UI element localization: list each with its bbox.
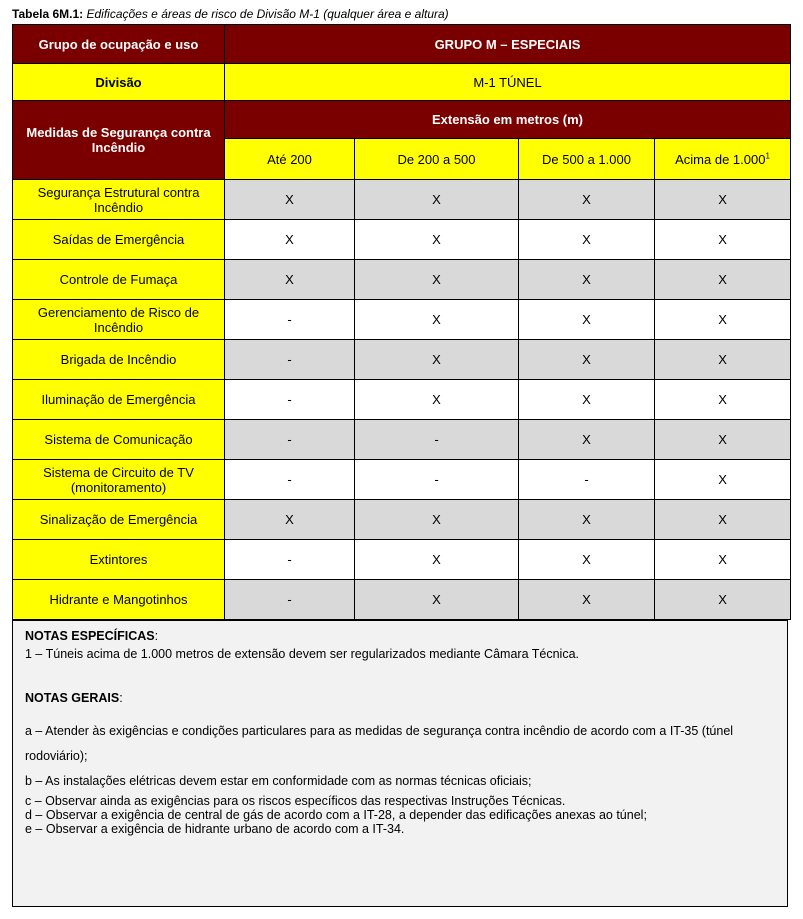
row-value-cell: X bbox=[655, 340, 791, 380]
col-header-1: Até 200 bbox=[225, 139, 355, 180]
row-value-cell: X bbox=[225, 500, 355, 540]
row-value-cell: X bbox=[519, 220, 655, 260]
row-value-cell: X bbox=[655, 220, 791, 260]
row-value-cell: X bbox=[355, 340, 519, 380]
row-value-cell: X bbox=[355, 500, 519, 540]
table-row bbox=[13, 340, 791, 380]
row-value-cell: X bbox=[655, 260, 791, 300]
caption-label: Tabela 6M.1: bbox=[12, 7, 84, 21]
row-value-cell: X bbox=[519, 540, 655, 580]
row-value-cell: X bbox=[655, 380, 791, 420]
note-especifica-1: 1 – Túneis acima de 1.000 metros de extensão devem ser regularizados mediante Câmara Técnica. bbox=[25, 647, 580, 661]
table-row bbox=[13, 580, 791, 620]
row-value-cell: X bbox=[355, 220, 519, 260]
row-label: Sistema de Circuito de TV (monitoramento) bbox=[13, 460, 225, 500]
row-value-cell: X bbox=[355, 540, 519, 580]
table-row bbox=[13, 460, 791, 500]
row-value-cell: - bbox=[225, 340, 355, 380]
row-value-cell: X bbox=[519, 260, 655, 300]
note-d: d – Observar a exigência de central de gás de acordo com a IT-28, a depender das edificações anexas ao túnel; bbox=[25, 808, 647, 822]
row-label: Saídas de Emergência bbox=[13, 220, 225, 260]
row-value-cell: - bbox=[225, 540, 355, 580]
divisao-value: M-1 TÚNEL bbox=[225, 64, 791, 101]
table-row bbox=[13, 180, 791, 220]
row-label: Segurança Estrutural contra Incêndio bbox=[13, 180, 225, 220]
table-row bbox=[13, 540, 791, 580]
table-row bbox=[13, 300, 791, 340]
row-value-cell: X bbox=[355, 180, 519, 220]
row-value-cell: X bbox=[355, 580, 519, 620]
note-b: b – As instalações elétricas devem estar em conformidade com as normas técnicas oficiais; bbox=[25, 774, 532, 788]
row-value-cell: X bbox=[355, 260, 519, 300]
table-row bbox=[13, 220, 791, 260]
row-value-cell: X bbox=[519, 420, 655, 460]
col-header-4-text: Acima de 1.000 bbox=[675, 151, 766, 167]
grupo-value: GRUPO M – ESPECIAIS bbox=[225, 25, 791, 64]
row-value-cell: X bbox=[519, 380, 655, 420]
row-value-cell: X bbox=[655, 540, 791, 580]
divisao-label: Divisão bbox=[13, 64, 225, 101]
row-label: Sistema de Comunicação bbox=[13, 420, 225, 460]
col-header-4-note: 1 bbox=[765, 151, 770, 161]
row-value-cell: X bbox=[519, 300, 655, 340]
row-value-cell: X bbox=[355, 380, 519, 420]
extensao-label: Extensão em metros (m) bbox=[225, 101, 791, 139]
grupo-label: Grupo de ocupação e uso bbox=[13, 25, 225, 64]
caption-text: Edificações e áreas de risco de Divisão M-1 (qualquer área e altura) bbox=[86, 7, 449, 21]
row-value-cell: X bbox=[655, 300, 791, 340]
row-value-cell: X bbox=[655, 180, 791, 220]
row-label: Brigada de Incêndio bbox=[13, 340, 225, 380]
row-label: Controle de Fumaça bbox=[13, 260, 225, 300]
note-c: c – Observar ainda as exigências para os riscos específicos das respectivas Instruções Técnicas. bbox=[25, 794, 566, 808]
row-value-cell: - bbox=[225, 300, 355, 340]
measures-table bbox=[12, 24, 791, 620]
row-value-cell: X bbox=[655, 420, 791, 460]
col-header-4 bbox=[655, 139, 791, 180]
row-value-cell: - bbox=[519, 460, 655, 500]
row-value-cell: X bbox=[225, 220, 355, 260]
row-label: Iluminação de Emergência bbox=[13, 380, 225, 420]
table-row bbox=[13, 260, 791, 300]
notes-gerais-title: NOTAS GERAIS bbox=[25, 691, 120, 705]
row-value-cell: - bbox=[225, 380, 355, 420]
row-label: Extintores bbox=[13, 540, 225, 580]
row-label: Hidrante e Mangotinhos bbox=[13, 580, 225, 620]
row-value-cell: X bbox=[519, 500, 655, 540]
row-value-cell: - bbox=[225, 460, 355, 500]
row-value-cell: X bbox=[225, 180, 355, 220]
row-label: Gerenciamento de Risco de Incêndio bbox=[13, 300, 225, 340]
row-value-cell: - bbox=[225, 420, 355, 460]
row-value-cell: - bbox=[355, 460, 519, 500]
row-value-cell: X bbox=[519, 340, 655, 380]
table-caption bbox=[12, 6, 449, 22]
row-value-cell: - bbox=[225, 580, 355, 620]
medidas-label: Medidas de Segurança contra Incêndio bbox=[13, 101, 225, 180]
col-header-2: De 200 a 500 bbox=[355, 139, 519, 180]
row-value-cell: X bbox=[225, 260, 355, 300]
table-row bbox=[13, 500, 791, 540]
row-value-cell: X bbox=[655, 580, 791, 620]
row-label: Sinalização de Emergência bbox=[13, 500, 225, 540]
notes-box: NOTAS ESPECÍFICAS: 1 – Túneis acima de 1.000 metros de extensão devem ser regularizados mediante Câmara Técnica. NOTAS GERAIS: a – Atender às exigências e condições particulares para as medidas de segurança contra incêndio de acordo com a IT-35 (túnel rodoviário); b – As instalações elétricas devem estar em conformidade com as normas técnicas oficiais; c – Observar ainda as exigências para os riscos específicos das respectivas Instruções Técnicas. d – Observar a exigência de central de gás de acordo com a IT-28, a depender das edificações anexas ao túnel; e – Observar a exigência de hidrante urbano de acordo com a IT-34. bbox=[12, 620, 788, 907]
table-row bbox=[13, 380, 791, 420]
col-header-3: De 500 a 1.000 bbox=[519, 139, 655, 180]
row-value-cell: X bbox=[355, 300, 519, 340]
row-value-cell: X bbox=[655, 500, 791, 540]
row-value-cell: X bbox=[655, 460, 791, 500]
row-value-cell: - bbox=[355, 420, 519, 460]
row-value-cell: X bbox=[519, 580, 655, 620]
row-value-cell: X bbox=[519, 180, 655, 220]
note-a: a – Atender às exigências e condições particulares para as medidas de segurança contra incêndio de acordo com a IT-35 (túnel rodoviário); bbox=[25, 724, 734, 763]
table-row bbox=[13, 420, 791, 460]
note-e: e – Observar a exigência de hidrante urbano de acordo com a IT-34. bbox=[25, 822, 405, 836]
notes-especificas-title: NOTAS ESPECÍFICAS bbox=[25, 629, 155, 643]
